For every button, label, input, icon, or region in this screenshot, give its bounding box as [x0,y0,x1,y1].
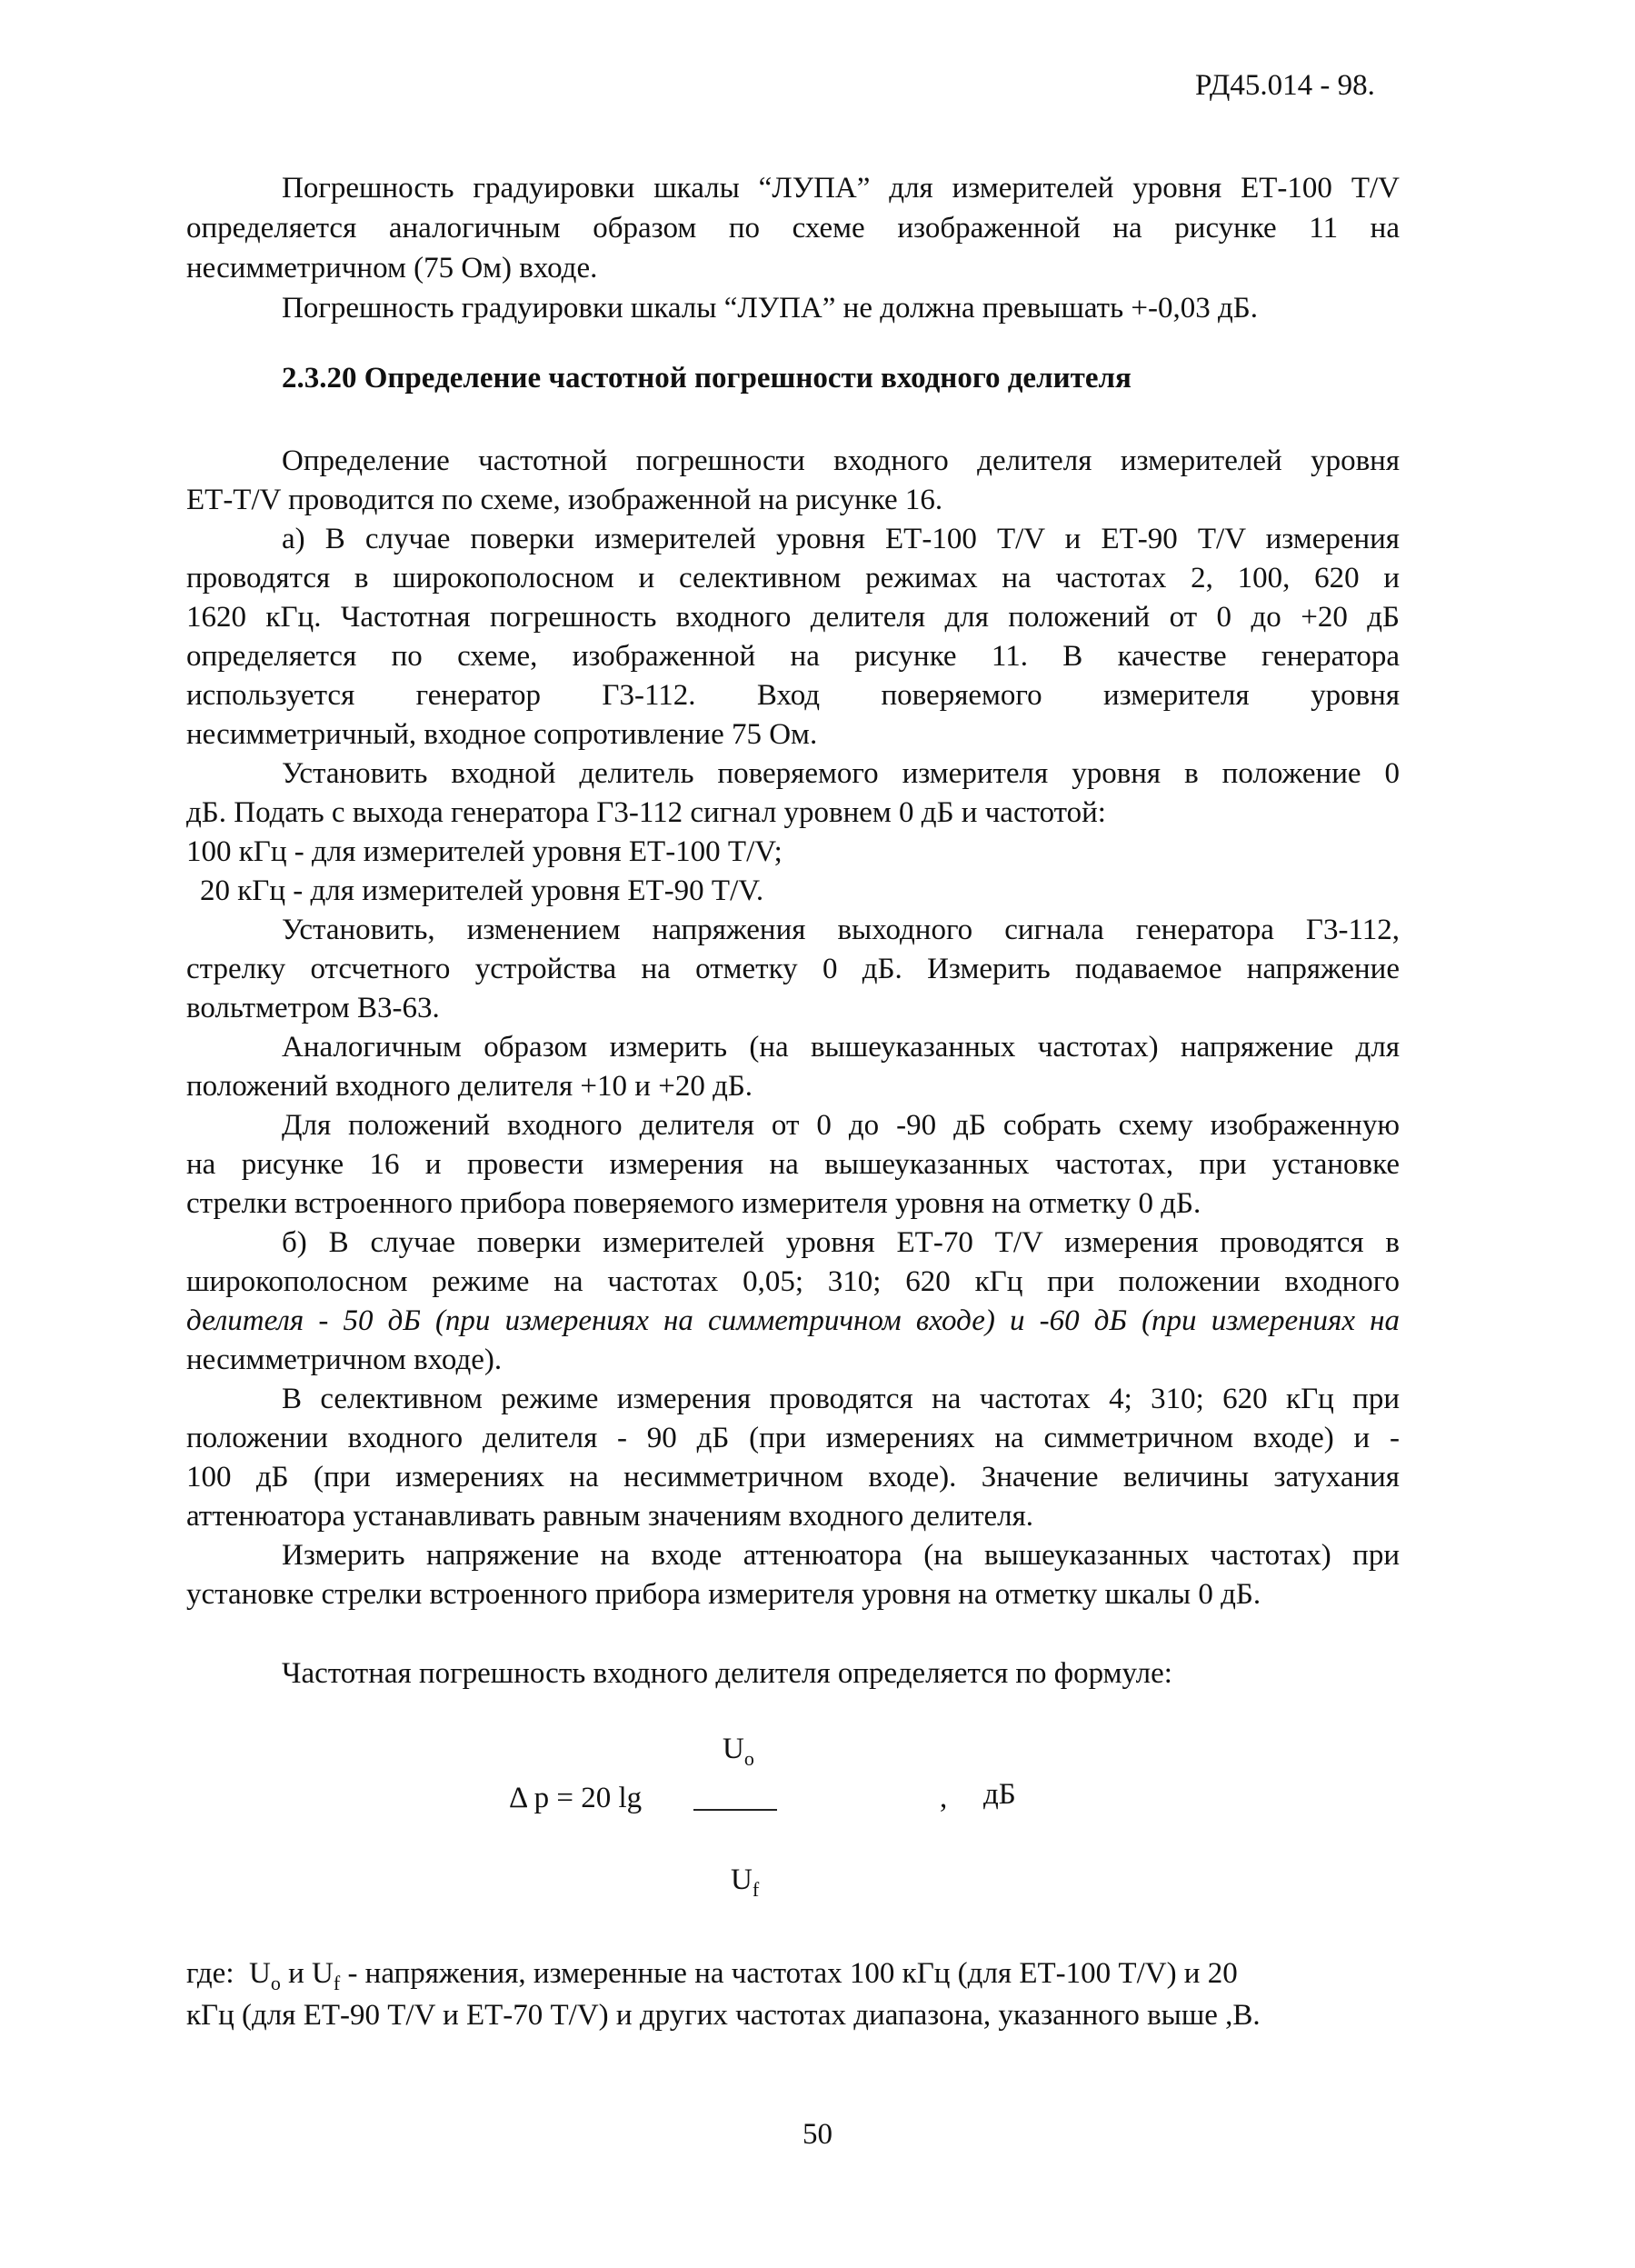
text-line: дБ. Подать с выхода генератора Г3-112 сигнал уровнем 0 дБ и частотой: [186,796,1106,829]
formula-fraction-bar [693,1809,777,1811]
formula-denominator-sub: f [752,1878,760,1901]
text-line: ЕТ-T/V проводится по схеме, изображенной на рисунке 16. [186,484,943,516]
text-line: определяется аналогичным образом по схеме изображенной на рисунке 11 на [186,212,1400,245]
formula-lhs: Δ p = 20 lg [509,1782,643,1814]
text-line: аттенюатора устанавливать равным значениям входного делителя. [186,1500,1034,1533]
where-line-2: кГц (для ЕТ-90 T/V и ЕТ-70 T/V) и других частотах диапазона, указанного выше ,В. [186,1999,1261,2032]
text-line: положений входного делителя +10 и +20 дБ. [186,1070,753,1103]
text-line: 20 кГц - для измерителей уровня ЕТ-90 T/V. [200,874,764,907]
where-u0: U [249,1957,271,1990]
text-line: стрелку отсчетного устройства на отметку 0 дБ. Измерить подаваемое напряжение [186,953,1400,985]
text-line: 1620 кГц. Частотная погрешность входного делителя для положений от 0 до +20 дБ [186,601,1400,634]
text-line: Погрешность градуировки шкалы “ЛУПА” не должна превышать +-0,03 дБ. [282,292,1258,325]
text-line: 100 дБ (при измерениях на несимметричном входе). Значение величины затухания [186,1461,1400,1494]
text-line: Аналогичным образом измерить (на вышеуказанных частотах) напряжение для [282,1031,1400,1064]
text-line: вольтметром В3-63. [186,992,440,1024]
where-u0-sub: o [270,1972,281,1994]
formula-denominator [731,1863,759,1902]
formula-unit: дБ [983,1778,1016,1811]
where-label: где: [186,1957,234,1990]
text-line: Установить входной делитель поверяемого измерителя уровня в положение 0 [282,757,1400,790]
text-line: 100 кГц - для измерителей уровня ЕТ-100 T/V; [186,835,783,868]
formula-denominator-symbol: U [731,1863,753,1896]
text-line: на рисунке 16 и провести измерения на вышеуказанных частотах, при установке [186,1148,1400,1181]
text-line: В селективном режиме измерения проводятся на частотах 4; 310; 620 кГц при [282,1383,1400,1415]
text-line: Погрешность градуировки шкалы “ЛУПА” для измерителей уровня ЕТ-100 T/V [282,172,1400,205]
text-line: Для положений входного делителя от 0 до -90 дБ собрать схему изображенную [282,1109,1400,1142]
text-line: установке стрелки встроенного прибора измерителя уровня на отметку шкалы 0 дБ. [186,1578,1261,1611]
text-line: а) В случае поверки измерителей уровня ЕТ-100 T/V и ЕТ-90 T/V измерения [282,523,1400,555]
where-rest: - напряжения, измеренные на частотах 100 кГц (для ЕТ-100 T/V) и 20 [347,1957,1238,1990]
text-line: делителя - 50 дБ (при измерениях на симметричном входе) и -60 дБ (при измерениях на [186,1304,1400,1337]
formula-numerator-symbol: U [723,1733,744,1765]
text-line: используется генератор Г3-112. Вход поверяемого измерителя уровня [186,679,1400,712]
formula-numerator [723,1733,754,1771]
formula-comma: , [940,1782,948,1814]
text-line: положении входного делителя - 90 дБ (при измерениях на симметричном входе) и - [186,1422,1400,1454]
formula-numerator-sub: o [743,1747,754,1770]
text-line: несимметричном (75 Ом) входе. [186,252,598,285]
text-line: Частотная погрешность входного делителя определяется по формуле: [282,1657,1172,1690]
text-line: Определение частотной погрешности входного делителя измерителей уровня [282,445,1400,477]
text-line: проводятся в широкополосном и селективном режимах на частотах 2, 100, 620 и [186,562,1400,594]
text-line: Измерить напряжение на входе аттенюатора (на вышеуказанных частотах) при [282,1539,1400,1572]
text-line: стрелки встроенного прибора поверяемого измерителя уровня на отметку 0 дБ. [186,1187,1201,1220]
text-line: определяется по схеме, изображенной на рисунке 11. В качестве генератора [186,640,1400,673]
page-number: 50 [803,2118,832,2151]
text-line: широкополосном режиме на частотах 0,05; 310; 620 кГц при положении входного [186,1265,1400,1298]
text-line: б) В случае поверки измерителей уровня ЕТ-70 T/V измерения проводятся в [282,1226,1400,1259]
document-code: РД45.014 - 98. [1195,69,1375,102]
text-line: несимметричный, входное сопротивление 75 Ом. [186,718,818,751]
text-line: Установить, изменением напряжения выходного сигнала генератора Г3-112, [282,914,1400,946]
where-uf-sub: f [333,1972,341,1994]
where-uf: U [312,1957,334,1990]
where-and: и [288,1957,304,1990]
text-line: несимметричном входе). [186,1344,503,1376]
section-heading: 2.3.20 Определение частотной погрешности входного делителя [282,362,1132,395]
